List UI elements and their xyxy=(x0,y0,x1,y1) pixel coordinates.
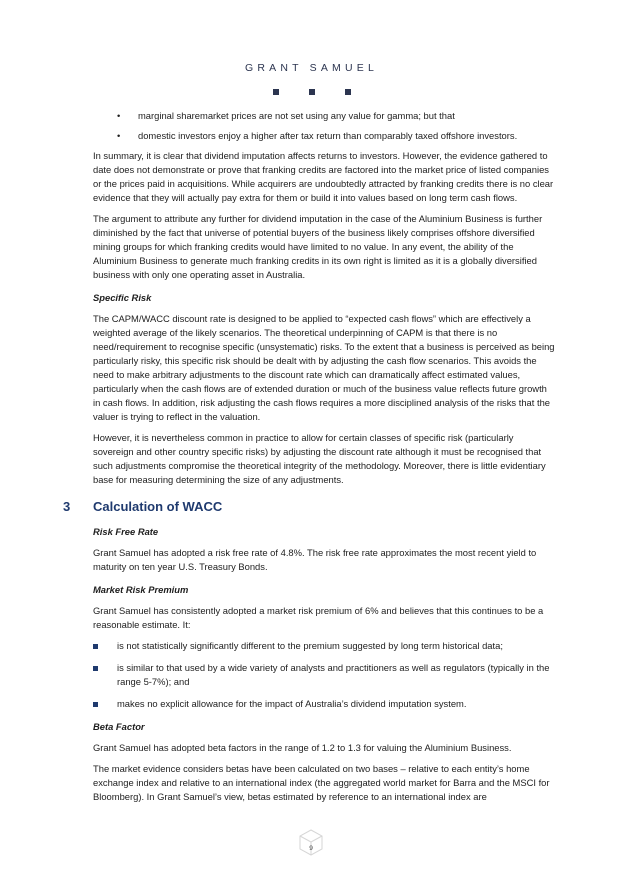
list-item-text: makes no explicit allowance for the impact of Australia’s dividend imputation system. xyxy=(117,698,467,709)
paragraph: The market evidence considers betas have been calculated on two bases – relative to each entity’s home exchange index and relative to an international index (the aggregated world market for Barra and the MSCI for Bloomberg). In Grant Samuel’s view, betas estimated by reference to an international index are xyxy=(93,763,550,802)
subheading-beta-factor: Beta Factor xyxy=(93,721,145,732)
brand-logo-squares xyxy=(0,89,623,95)
subheading-specific-risk: Specific Risk xyxy=(93,292,152,303)
brand-logo-text: GRANT SAMUEL xyxy=(244,62,379,74)
list-item xyxy=(93,661,555,689)
page-number: 9 xyxy=(309,845,313,852)
square-bullet-icon xyxy=(93,697,117,711)
paragraph: However, it is nevertheless common in practice to allow for certain classes of specific risk (particularly sovereign and other country specific risks) by adjusting the discount rate although it must be recognised that such adjustments compromise the theoretical integrity of the methodology. Moreover, there is little evidentiary base for measuring determining the size of any adjustments. xyxy=(93,432,546,485)
section-number: 3 xyxy=(63,499,71,514)
logo-square xyxy=(309,89,315,95)
subheading-market-risk-premium: Market Risk Premium xyxy=(93,584,189,595)
list-item-text: is not statistically significantly different to the premium suggested by long term historical data; xyxy=(117,640,503,651)
logo-square xyxy=(345,89,351,95)
list-item-text: domestic investors enjoy a higher after tax return than comparably taxed offshore investors. xyxy=(138,130,518,141)
paragraph: Grant Samuel has adopted a risk free rate of 4.8%. The risk free rate approximates the most recent yield to maturity on ten year U.S. Treasury Bonds. xyxy=(93,547,537,572)
section-title: Calculation of WACC xyxy=(93,499,223,514)
square-bullet-icon xyxy=(93,639,117,653)
subheading-risk-free-rate: Risk Free Rate xyxy=(93,526,159,537)
paragraph: The CAPM/WACC discount rate is designed to be applied to “expected cash flows” which are effectively a weighted average of the likely scenarios. The theoretical underpinning of CAPM is that there is no need/requirement to recognise specific (unsystematic) risks. To the extent that a business is perceived as being particularly risky, this specific risk should be dealt with by adjusting the cash flow scenarios. This avoids the need to make arbitrary adjustments to the discount rate which can dramatically affect estimated values, particularly when the cash flows are of extended duration or much of the business value reflects future growth in cash flows. In addition, risk adjusting the cash flows requires a more disciplined analysis of the risks that the valuer is trying to reflect in the valuation. xyxy=(93,313,555,422)
paragraph: The argument to attribute any further for dividend imputation in the case of the Aluminium Business is further diminished by the fact that universe of potential buyers of the business likely comprises offshore diversified mining groups for which franking credits would have limited to no value. In any event, the ability of the Aluminium Business to generate much franking credits in its own right is limited as it is a globally diversified business with only one operating asset in Australia. xyxy=(93,213,543,280)
square-bullet-icon xyxy=(93,661,117,689)
paragraph: Grant Samuel has adopted beta factors in the range of 1.2 to 1.3 for valuing the Aluminium Business. xyxy=(93,742,512,753)
bullet-marker: • xyxy=(117,130,121,141)
section-heading xyxy=(63,498,555,516)
paragraph: In summary, it is clear that dividend imputation affects returns to investors. However, the evidence gathered to date does not demonstrate or prove that franking credits are factored into the market price of listed companies or the prices paid in acquisitions. While acquirers are undoubtedly attracted by franking credits there is no clear evidence that they will actually pay extra for them or build it into values based on long term cash flows. xyxy=(93,150,554,203)
bullet-marker: • xyxy=(117,110,121,121)
list-item-text: is similar to that used by a wide variety of analysts and practitioners as well as regulators (typically in the range 5-7%); and xyxy=(117,662,550,687)
list-item xyxy=(93,697,555,711)
list-item xyxy=(93,129,555,143)
logo-square xyxy=(273,89,279,95)
paragraph: Grant Samuel has consistently adopted a market risk premium of 6% and believes that this continues to be a reasonable estimate. It: xyxy=(93,605,544,630)
cube-logo-icon xyxy=(297,828,325,858)
list-item-text: marginal sharemarket prices are not set using any value for gamma; but that xyxy=(138,110,455,121)
list-item xyxy=(93,639,555,653)
page-body xyxy=(63,109,555,811)
page-footer xyxy=(297,828,325,858)
list-item xyxy=(93,109,555,123)
